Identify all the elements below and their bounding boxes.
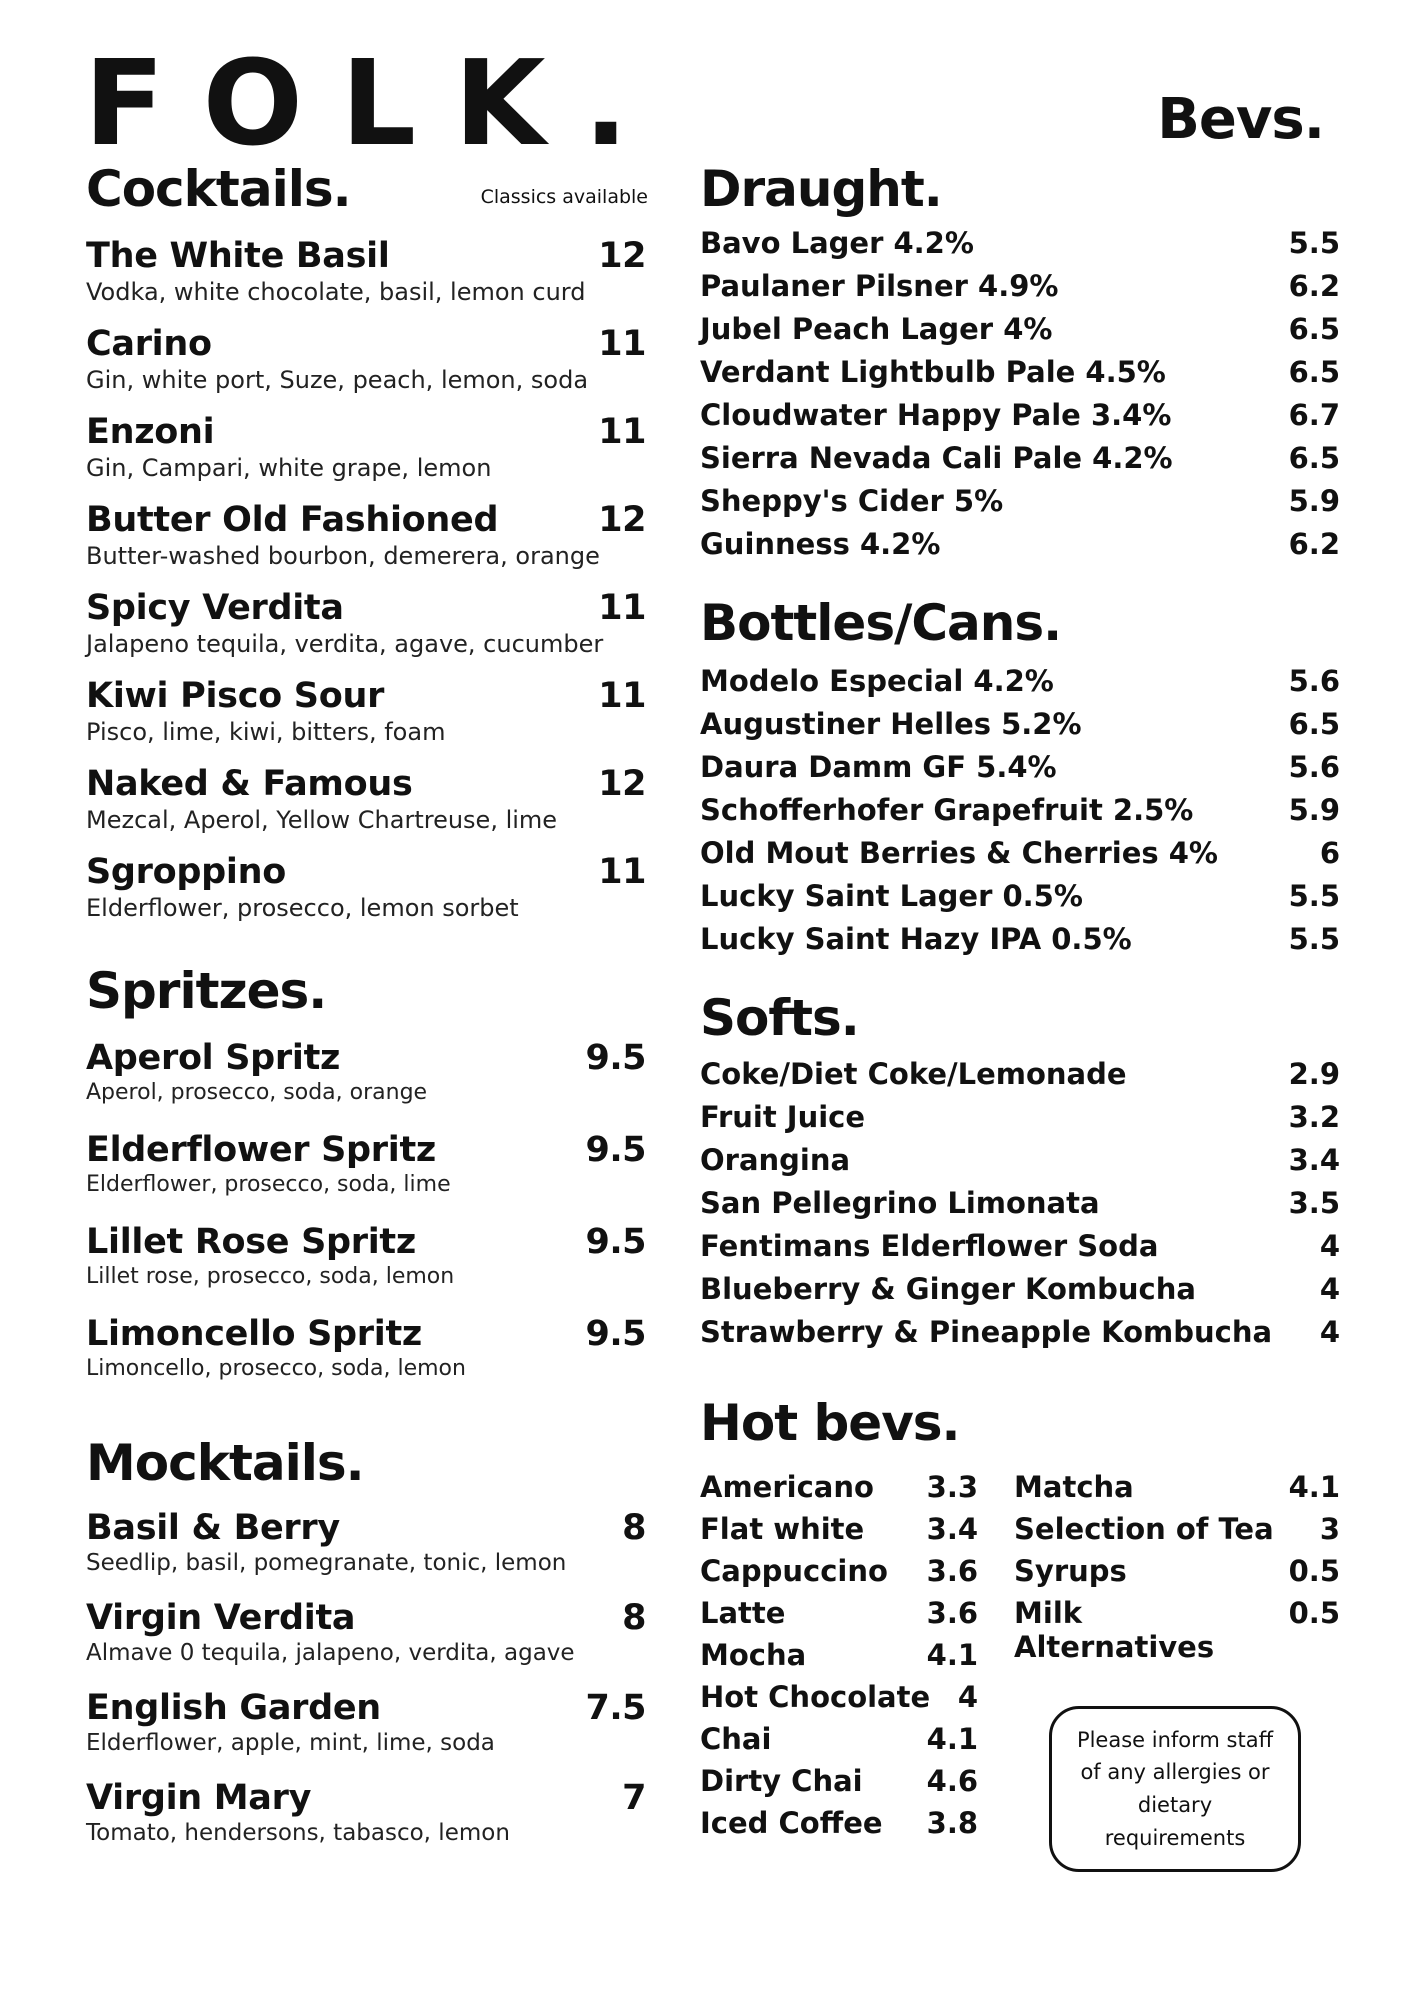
bev-price: 3.8	[926, 1806, 979, 1840]
bev-name: Paulaner Pilsner 4.9%	[700, 269, 1059, 303]
bev-item	[1014, 1554, 1340, 1596]
bev-price: 5.5	[1288, 226, 1340, 260]
bev-price: 4.1	[926, 1638, 979, 1672]
bev-name: Chai	[700, 1722, 772, 1756]
item-name: English Garden	[86, 1688, 381, 1728]
bev-price: 4.6	[926, 1764, 979, 1798]
item-description: Gin, Campari, white grape, lemon	[86, 454, 492, 482]
bev-item	[700, 1470, 978, 1512]
mocktails-title: Mocktails.	[86, 1434, 364, 1492]
item-price: 7	[622, 1778, 646, 1818]
bev-name: Old Mout Berries & Cherries 4%	[700, 836, 1218, 870]
menu-item	[86, 1130, 646, 1222]
bev-item	[700, 269, 1340, 312]
bev-name: Bavo Lager 4.2%	[700, 226, 974, 260]
bev-price: 0.5	[1288, 1596, 1340, 1630]
bev-price: 3.4	[1288, 1143, 1340, 1177]
menu-item	[86, 236, 646, 324]
bev-name: Daura Damm GF 5.4%	[700, 750, 1057, 784]
bev-item	[700, 484, 1340, 527]
bev-price: 2.9	[1288, 1057, 1340, 1091]
bev-price: 6.5	[1288, 707, 1340, 741]
item-price: 7.5	[585, 1688, 646, 1728]
menu-item	[86, 764, 646, 852]
bev-item	[700, 1806, 978, 1848]
bev-item	[700, 879, 1340, 922]
item-description: Gin, white port, Suze, peach, lemon, soda	[86, 366, 589, 394]
bev-price: 5.9	[1288, 793, 1340, 827]
bev-price: 3.4	[926, 1512, 979, 1546]
item-price: 12	[598, 764, 646, 804]
bev-name: Latte	[700, 1596, 786, 1630]
bev-price: 3.3	[926, 1470, 979, 1504]
page-title: Bevs.	[1157, 87, 1324, 152]
menu-item	[86, 676, 646, 764]
bev-item	[700, 1315, 1340, 1358]
item-price: 11	[598, 588, 646, 628]
item-description: Almave 0 tequila, jalapeno, verdita, agave	[86, 1640, 575, 1666]
bev-item	[700, 1722, 978, 1764]
menu-item	[86, 1508, 646, 1598]
item-price: 12	[598, 236, 646, 276]
bev-price: 6.2	[1288, 527, 1340, 561]
item-price: 9.5	[585, 1130, 646, 1170]
item-price: 12	[598, 500, 646, 540]
bev-name: San Pellegrino Limonata	[700, 1186, 1100, 1220]
item-name: Lillet Rose Spritz	[86, 1222, 416, 1262]
bev-name: Fentimans Elderflower Soda	[700, 1229, 1159, 1263]
bev-item	[700, 1554, 978, 1596]
bev-item	[700, 664, 1340, 707]
item-price: 11	[598, 676, 646, 716]
cocktails-header	[86, 160, 648, 218]
bev-item	[1014, 1470, 1340, 1512]
bev-price: 6.5	[1288, 355, 1340, 389]
bev-item	[700, 441, 1340, 484]
bev-name: Guinness 4.2%	[700, 527, 941, 561]
menu-item	[86, 1598, 646, 1688]
item-name: Enzoni	[86, 412, 215, 452]
bev-name: Strawberry & Pineapple Kombucha	[700, 1315, 1273, 1349]
bev-price: 6.5	[1288, 312, 1340, 346]
menu-item	[86, 852, 646, 940]
bev-name: Mocha	[700, 1638, 807, 1672]
bev-item	[1014, 1596, 1340, 1664]
menu-item	[86, 1222, 646, 1314]
bev-price: 0.5	[1288, 1554, 1340, 1588]
bev-item	[700, 1764, 978, 1806]
item-name: Aperol Spritz	[86, 1038, 341, 1078]
bev-name: Verdant Lightbulb Pale 4.5%	[700, 355, 1166, 389]
spritzes-title: Spritzes.	[86, 962, 327, 1020]
bev-price: 5.5	[1288, 879, 1340, 913]
bev-item	[700, 1680, 978, 1722]
bev-price: 4.1	[926, 1722, 979, 1756]
bev-name: Schofferhofer Grapefruit 2.5%	[700, 793, 1194, 827]
item-name: Limoncello Spritz	[86, 1314, 422, 1354]
draught-list	[700, 226, 1340, 570]
item-description: Elderflower, prosecco, soda, lime	[86, 1172, 451, 1197]
bev-price: 5.5	[1288, 922, 1340, 956]
item-name: Virgin Verdita	[86, 1598, 356, 1638]
bev-price: 5.6	[1288, 750, 1340, 784]
bev-item	[1014, 1512, 1340, 1554]
bev-name: Modelo Especial 4.2%	[700, 664, 1054, 698]
bev-price: 4	[1319, 1272, 1340, 1306]
bottles-list	[700, 664, 1340, 965]
bev-item	[700, 793, 1340, 836]
bev-item	[700, 1596, 978, 1638]
menu-item	[86, 324, 646, 412]
bev-item	[700, 1638, 978, 1680]
draught-title: Draught.	[700, 160, 942, 218]
mocktails-list	[86, 1508, 646, 1868]
item-description: Limoncello, prosecco, soda, lemon	[86, 1356, 466, 1381]
item-price: 9.5	[585, 1314, 646, 1354]
classics-note: Classics available	[480, 186, 648, 208]
spritzes-list	[86, 1038, 646, 1406]
bev-item	[700, 312, 1340, 355]
item-name: Spicy Verdita	[86, 588, 344, 628]
bev-name: Lucky Saint Lager 0.5%	[700, 879, 1083, 913]
item-price: 8	[622, 1598, 646, 1638]
bev-name: Blueberry & Ginger Kombucha	[700, 1272, 1196, 1306]
item-price: 11	[598, 412, 646, 452]
item-name: Kiwi Pisco Sour	[86, 676, 385, 716]
bev-item	[700, 1100, 1340, 1143]
bev-name: Fruit Juice	[700, 1100, 866, 1134]
bev-price: 5.9	[1288, 484, 1340, 518]
item-description: Jalapeno tequila, verdita, agave, cucumber	[86, 630, 604, 658]
menu-item	[86, 1038, 646, 1130]
bev-name: Orangina	[700, 1143, 851, 1177]
bev-name: Milk Alternatives	[1014, 1596, 1215, 1664]
bev-price: 5.6	[1288, 664, 1340, 698]
bev-price: 4.1	[1288, 1470, 1340, 1504]
menu-item	[86, 500, 646, 588]
cocktails-title: Cocktails.	[86, 160, 351, 218]
bev-price: 6.5	[1288, 441, 1340, 475]
bev-name: Cloudwater Happy Pale 3.4%	[700, 398, 1172, 432]
hot-bevs-left-column	[700, 1470, 978, 1848]
item-description: Pisco, lime, kiwi, bitters, foam	[86, 718, 446, 746]
item-description: Elderflower, apple, mint, lime, soda	[86, 1730, 495, 1756]
item-name: Carino	[86, 324, 212, 364]
bev-price: 3.6	[926, 1596, 979, 1630]
item-price: 9.5	[585, 1222, 646, 1262]
bev-item	[700, 527, 1340, 570]
item-description: Elderflower, prosecco, lemon sorbet	[86, 894, 519, 922]
item-description: Aperol, prosecco, soda, orange	[86, 1080, 428, 1105]
bev-name: Iced Coffee	[700, 1806, 883, 1840]
item-description: Tomato, hendersons, tabasco, lemon	[86, 1820, 510, 1846]
bev-name: Hot Chocolate	[700, 1680, 931, 1714]
item-description: Butter-washed bourbon, demerera, orange	[86, 542, 600, 570]
bev-price: 6	[1319, 836, 1340, 870]
bev-name: Syrups	[1014, 1554, 1127, 1588]
item-name: Naked & Famous	[86, 764, 413, 804]
bev-price: 3.5	[1288, 1186, 1340, 1220]
allergy-notice: Please inform staff of any allergies or dietary requirements	[1049, 1706, 1301, 1872]
bev-name: Lucky Saint Hazy IPA 0.5%	[700, 922, 1132, 956]
bev-name: Coke/Diet Coke/Lemonade	[700, 1057, 1127, 1091]
bev-price: 6.2	[1288, 269, 1340, 303]
bev-name: Flat white	[700, 1512, 865, 1546]
softs-title: Softs.	[700, 989, 859, 1047]
bev-price: 4	[957, 1680, 979, 1714]
bev-name: Jubel Peach Lager 4%	[700, 312, 1053, 346]
bev-item	[700, 1143, 1340, 1186]
bev-item	[700, 707, 1340, 750]
item-price: 11	[598, 852, 646, 892]
folk-logo: FOLK.	[84, 34, 667, 172]
menu-item	[86, 412, 646, 500]
bev-name: Americano	[700, 1470, 874, 1504]
item-name: Sgroppino	[86, 852, 286, 892]
bev-item	[700, 1057, 1340, 1100]
bev-item	[700, 226, 1340, 269]
bev-item	[700, 1186, 1340, 1229]
bev-item	[700, 1272, 1340, 1315]
bev-name: Sierra Nevada Cali Pale 4.2%	[700, 441, 1173, 475]
softs-list	[700, 1057, 1340, 1358]
bev-item	[700, 355, 1340, 398]
bev-price: 6.7	[1288, 398, 1340, 432]
item-description: Seedlip, basil, pomegranate, tonic, lemon	[86, 1550, 567, 1576]
bev-item	[700, 922, 1340, 965]
menu-item	[86, 1314, 646, 1406]
bev-item	[700, 1512, 978, 1554]
bev-price: 3.2	[1288, 1100, 1340, 1134]
menu-item	[86, 1688, 646, 1778]
bottles-title: Bottles/Cans.	[700, 594, 1062, 652]
bev-name: Augustiner Helles 5.2%	[700, 707, 1082, 741]
hot-bevs-title: Hot bevs.	[700, 1394, 960, 1452]
bev-item	[700, 836, 1340, 879]
bev-price: 3.6	[926, 1554, 979, 1588]
bev-name: Matcha	[1014, 1470, 1134, 1504]
item-description: Mezcal, Aperol, Yellow Chartreuse, lime	[86, 806, 558, 834]
item-name: Elderflower Spritz	[86, 1130, 436, 1170]
item-name: Butter Old Fashioned	[86, 500, 499, 540]
bev-item	[700, 398, 1340, 441]
cocktails-list	[86, 236, 646, 940]
item-name: Virgin Mary	[86, 1778, 312, 1818]
bev-price: 4	[1319, 1315, 1340, 1349]
bev-name: Cappuccino	[700, 1554, 888, 1588]
bev-price: 4	[1319, 1229, 1340, 1263]
left-column	[86, 160, 648, 1868]
right-column	[700, 160, 1340, 1848]
menu-item	[86, 588, 646, 676]
item-description: Lillet rose, prosecco, soda, lemon	[86, 1264, 455, 1289]
bev-name: Sheppy's Cider 5%	[700, 484, 1004, 518]
item-price: 8	[622, 1508, 646, 1548]
bev-name: Dirty Chai	[700, 1764, 863, 1798]
item-description: Vodka, white chocolate, basil, lemon curd	[86, 278, 586, 306]
item-price: 9.5	[585, 1038, 646, 1078]
item-name: The White Basil	[86, 236, 390, 276]
menu-item	[86, 1778, 646, 1868]
bev-price: 3	[1319, 1512, 1340, 1546]
bev-item	[700, 1229, 1340, 1272]
item-name: Basil & Berry	[86, 1508, 340, 1548]
bev-item	[700, 750, 1340, 793]
item-price: 11	[598, 324, 646, 364]
bev-name: Selection of Tea	[1014, 1512, 1274, 1546]
